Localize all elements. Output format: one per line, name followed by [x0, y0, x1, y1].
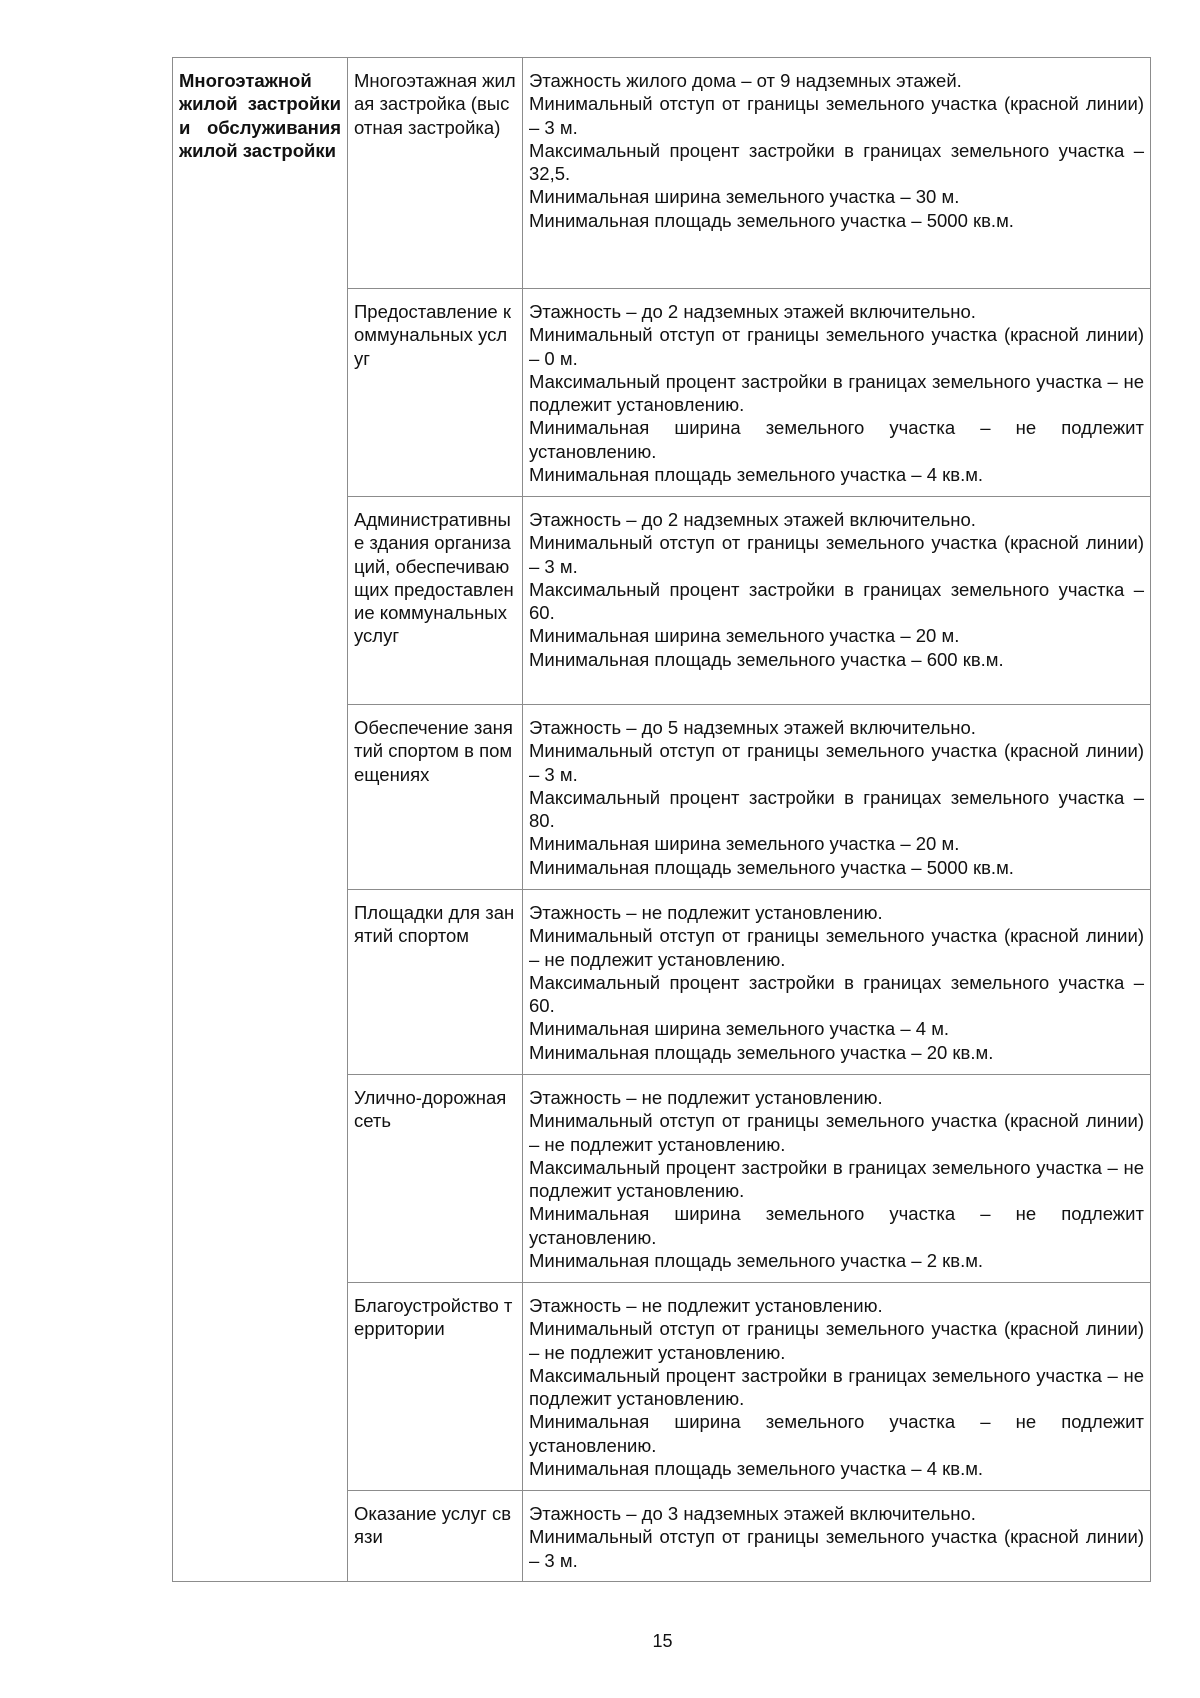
use-type: Административные здания организаций, обеспечивающих предоставление коммунальных услуг — [354, 509, 514, 647]
param-floors: Этажность – до 5 надземных этажей включительно. — [529, 717, 976, 738]
use-type: Оказание услуг связи — [354, 1503, 512, 1548]
param-min-width: Минимальная ширина земельного участка – 20 м. — [529, 833, 960, 855]
param-min-area: Минимальная площадь земельного участка – 20 кв.м. — [529, 1041, 994, 1063]
param-min-width: Минимальная ширина земельного участка – 4 м. — [529, 1018, 950, 1040]
param-coverage: Максимальный процент застройки в границах земельного участка – 80. — [529, 786, 1144, 832]
params-cell — [523, 890, 1151, 1075]
param-coverage: Максимальный процент застройки в границах земельного участка – 60. — [529, 971, 1144, 1017]
param-setback: Минимальный отступ от границы земельного участка (красной линии) – 0 м. — [529, 324, 1144, 369]
param-floors: Этажность – не подлежит установлению. — [529, 902, 883, 923]
param-setback: Минимальный отступ от границы земельного участка (красной линии) – 3 м. — [529, 93, 1144, 138]
param-setback: Минимальный отступ от границы земельного участка (красной линии) – 3 м. — [529, 740, 1144, 785]
zone-name-cell — [173, 58, 348, 1582]
param-min-width: Минимальная ширина земельного участка – 20 м. — [529, 625, 960, 647]
param-min-width: Минимальная ширина земельного участка – не подлежит установлению. — [529, 1411, 1144, 1456]
use-type-cell — [348, 289, 523, 497]
param-setback: Минимальный отступ от границы земельного участка (красной линии) – не подлежит установлению. — [529, 1318, 1144, 1363]
param-setback: Минимальный отступ от границы земельного участка (красной линии) – 3 м. — [529, 1526, 1144, 1571]
use-type: Обеспечение занятий спортом в помещениях — [354, 717, 513, 785]
zone-name: Многоэтажной жилой застройки и обслуживания жилой застройки — [179, 70, 341, 161]
param-min-area: Минимальная площадь земельного участка – 4 кв.м. — [529, 1458, 984, 1480]
params-cell — [523, 1491, 1151, 1582]
use-type: Благоустройство территории — [354, 1295, 513, 1340]
param-floors: Этажность – до 2 надземных этажей включительно. — [529, 509, 976, 530]
param-setback: Минимальный отступ от границы земельного участка (красной линии) – не подлежит установлению. — [529, 925, 1144, 970]
params-cell — [523, 289, 1151, 497]
use-type-cell — [348, 1491, 523, 1582]
use-type-cell — [348, 1283, 523, 1491]
use-type-cell — [348, 58, 523, 289]
param-min-width: Минимальная ширина земельного участка – не подлежит установлению. — [529, 1203, 1144, 1248]
param-floors: Этажность – не подлежит установлению. — [529, 1295, 883, 1316]
table-body — [173, 58, 1151, 1582]
param-coverage: Максимальный процент застройки в границах земельного участка – 32,5. — [529, 139, 1144, 185]
params-cell — [523, 1283, 1151, 1491]
param-setback: Минимальный отступ от границы земельного участка (красной линии) – не подлежит установлению. — [529, 1110, 1144, 1155]
param-floors: Этажность – до 2 надземных этажей включительно. — [529, 301, 976, 322]
param-coverage: Максимальный процент застройки в границах земельного участка – не подлежит установлению. — [529, 1364, 1144, 1410]
param-coverage: Максимальный процент застройки в границах земельного участка – не подлежит установлению. — [529, 370, 1144, 416]
use-type-cell — [348, 497, 523, 705]
param-coverage: Максимальный процент застройки в границах земельного участка – 60. — [529, 578, 1144, 624]
param-min-width: Минимальная ширина земельного участка – не подлежит установлению. — [529, 417, 1144, 462]
use-type-cell — [348, 1075, 523, 1283]
use-type: Предоставление коммунальных услуг — [354, 301, 511, 369]
param-floors: Этажность – до 3 надземных этажей включительно. — [529, 1503, 976, 1524]
param-min-area: Минимальная площадь земельного участка – 600 кв.м. — [529, 648, 1004, 670]
page-number: 15 — [652, 1631, 673, 1651]
zoning-regulations-table — [172, 57, 1151, 1582]
param-coverage: Максимальный процент застройки в границах земельного участка – не подлежит установлению. — [529, 1156, 1144, 1202]
use-type: Площадки для занятий спортом — [354, 902, 515, 947]
param-min-area: Минимальная площадь земельного участка – 5000 кв.м. — [529, 856, 1014, 878]
params-cell — [523, 497, 1151, 705]
param-min-width: Минимальная ширина земельного участка – 30 м. — [529, 186, 960, 208]
use-type: Улично-дорожная сеть — [354, 1087, 507, 1132]
use-type-cell — [348, 705, 523, 890]
param-floors: Этажность жилого дома – от 9 надземных этажей. — [529, 70, 962, 91]
params-cell — [523, 58, 1151, 289]
table-row — [173, 58, 1151, 289]
param-min-area: Минимальная площадь земельного участка – 2 кв.м. — [529, 1250, 984, 1272]
param-min-area: Минимальная площадь земельного участка – 4 кв.м. — [529, 464, 984, 486]
params-cell — [523, 705, 1151, 890]
param-setback: Минимальный отступ от границы земельного участка (красной линии) – 3 м. — [529, 532, 1144, 577]
params-cell — [523, 1075, 1151, 1283]
param-min-area: Минимальная площадь земельного участка – 5000 кв.м. — [529, 209, 1014, 231]
param-floors: Этажность – не подлежит установлению. — [529, 1087, 883, 1108]
use-type: Многоэтажная жилая застройка (высотная застройка) — [354, 70, 516, 138]
use-type-cell — [348, 890, 523, 1075]
